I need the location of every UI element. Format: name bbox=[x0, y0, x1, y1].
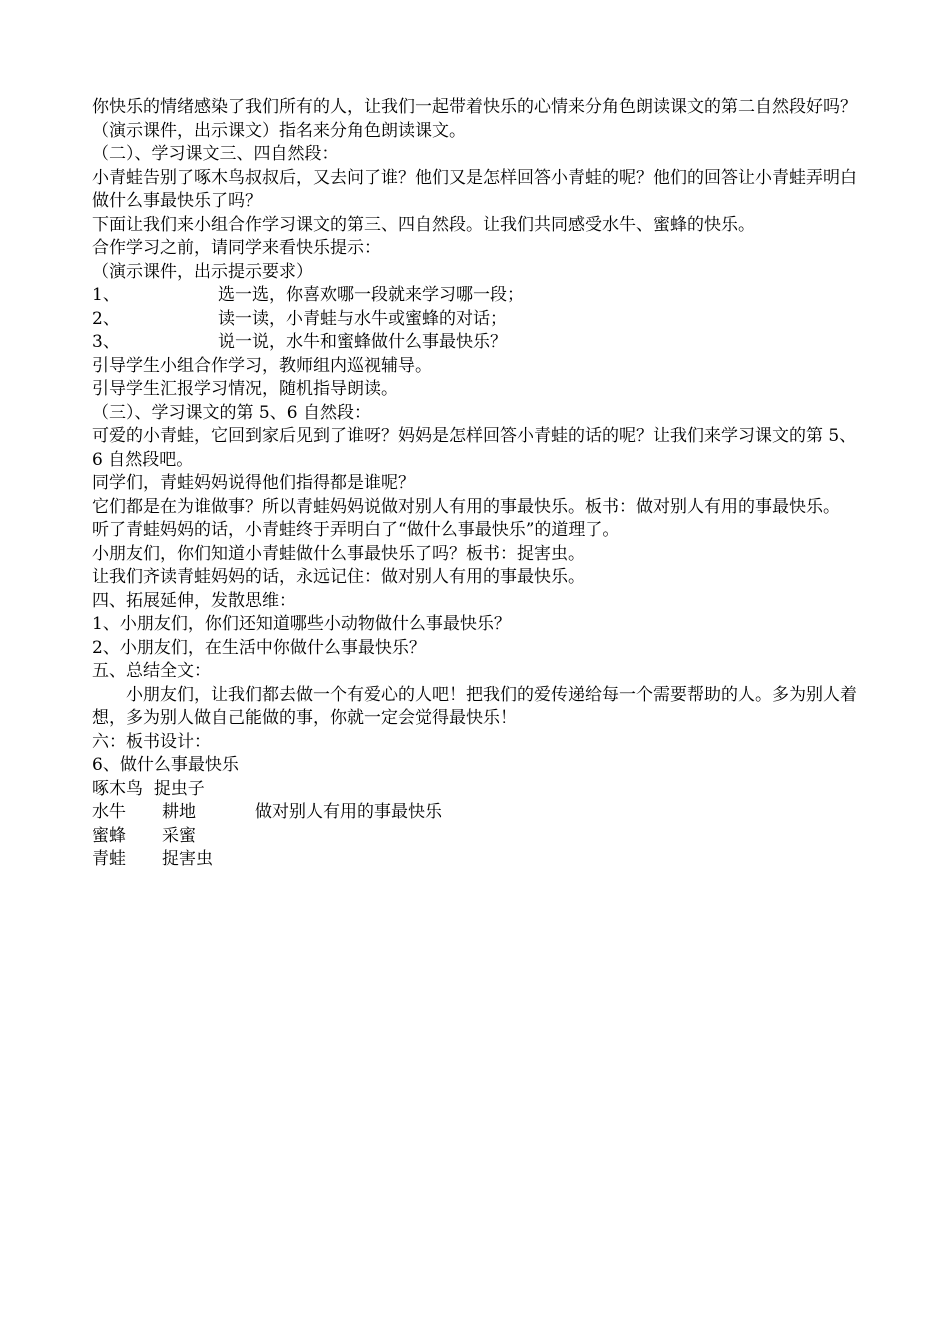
list-item-text: 说一说，水牛和蜜蜂做什么事最快乐？ bbox=[218, 332, 507, 352]
board-animal: 青蛙 bbox=[92, 849, 126, 869]
section-heading-2: （二）、学习课文三、四自然段： bbox=[92, 144, 339, 164]
section-heading-3: （三）、学习课文的第 5、6 自然段： bbox=[92, 402, 371, 423]
list-item-number: 1、 bbox=[92, 285, 120, 305]
list-item bbox=[92, 308, 867, 332]
list-item-text: 读一读，小青蛙与水牛或蜜蜂的对话； bbox=[218, 308, 507, 329]
paragraph-guide-1: 引导学生小组合作学习，教师组内巡视辅导。 bbox=[92, 355, 432, 376]
board-action: 捉害虫 bbox=[162, 849, 213, 869]
paragraph-classmates: 同学们，青蛙妈妈说得他们指得都是谁呢？ bbox=[92, 473, 415, 493]
list-item-text: 选一选，你喜欢哪一段就来学习哪一段； bbox=[218, 285, 524, 305]
extension-question-1: 1、小朋友们，你们还知道哪些小动物做什么事最快乐？ bbox=[92, 614, 511, 634]
board-animal: 啄木鸟 bbox=[92, 778, 143, 799]
extension-question-2: 2、小朋友们，在生活中你做什么事最快乐？ bbox=[92, 637, 426, 658]
board-row bbox=[92, 801, 867, 825]
board-row bbox=[92, 848, 867, 872]
paragraph-intro: 你快乐的情绪感染了我们所有的人，让我们一起带着快乐的心情来分角色朗读课文的第二自然段好吗？ bbox=[92, 97, 857, 117]
board-animal: 水牛 bbox=[92, 802, 126, 822]
paragraph-board-note: 它们都是在为谁做事？所以青蛙妈妈说做对别人有用的事最快乐。板书：做对别人有用的事最快乐。 bbox=[92, 496, 840, 517]
paragraph-read-together: 让我们齐读青蛙妈妈的话，永远记住：做对别人有用的事最快乐。 bbox=[92, 567, 585, 587]
board-action: 捉虫子 bbox=[153, 778, 205, 799]
board-note: 做对别人有用的事最快乐 bbox=[255, 802, 442, 822]
section-heading-6: 六：板书设计： bbox=[92, 731, 211, 752]
board-row bbox=[92, 778, 867, 802]
list-item bbox=[92, 284, 867, 308]
paragraph-children: 小朋友们，你们知道小青蛙做什么事最快乐了吗？板书：捉害虫。 bbox=[92, 543, 585, 564]
paragraph-frog-home: 可爱的小青蛙，它回到家后见到了谁呀？妈妈是怎样回答小青蛙的话的呢？让我们来学习课文的第 5、6 自然段吧。 bbox=[92, 426, 857, 470]
section-heading-5: 五、总结全文： bbox=[92, 661, 211, 681]
paragraph-demo-tips: （演示课件，出示提示要求） bbox=[92, 261, 313, 282]
board-action: 耕地 bbox=[162, 802, 196, 822]
paragraph-tips: 合作学习之前，请同学来看快乐提示： bbox=[92, 238, 381, 258]
board-row bbox=[92, 825, 867, 849]
paragraph-understood: 听了青蛙妈妈的话，小青蛙终于弄明白了“做什么事最快乐”的道理了。 bbox=[92, 520, 620, 540]
list-item-number: 2、 bbox=[92, 308, 120, 329]
paragraph-group-study: 下面让我们来小组合作学习课文的第三、四自然段。让我们共同感受水牛、蜜蜂的快乐。 bbox=[92, 214, 755, 235]
document-body bbox=[92, 96, 867, 872]
paragraph-guide-2: 引导学生汇报学习情况，随机指导朗读。 bbox=[92, 379, 398, 399]
list-item bbox=[92, 331, 867, 355]
board-animal: 蜜蜂 bbox=[92, 825, 126, 846]
board-action: 采蜜 bbox=[162, 825, 196, 846]
paragraph-summary: 小朋友们，让我们都去做一个有爱心的人吧！把我们的爱传递给每一个需要帮助的人。多为别人着想，多为别人做自己能做的事，你就一定会觉得最快乐！ bbox=[92, 684, 857, 728]
board-title: 6、做什么事最快乐 bbox=[92, 755, 239, 775]
list-item-number: 3、 bbox=[92, 332, 120, 352]
section-heading-4: 四、拓展延伸，发散思维： bbox=[92, 590, 296, 611]
paragraph-question: 小青蛙告别了啄木鸟叔叔后，又去问了谁？他们又是怎样回答小青蛙的呢？他们的回答让小青蛙弄明白做什么事最快乐了吗？ bbox=[92, 167, 857, 211]
paragraph-demo: （演示课件，出示课文）指名来分角色朗读课文。 bbox=[92, 120, 466, 141]
